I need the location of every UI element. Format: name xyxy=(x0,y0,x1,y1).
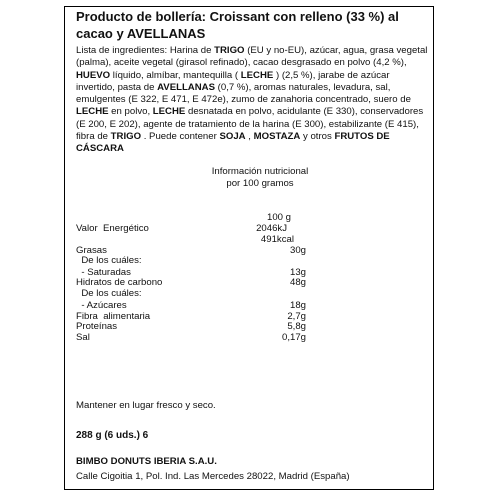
allergen-text: TRIGO xyxy=(110,131,142,143)
nutrition-value: 2,7g xyxy=(287,311,306,322)
nutrition-label: Fibra alimentaria xyxy=(76,311,151,322)
allergen-text: AVELLANAS xyxy=(157,81,215,93)
ingredient-text: . Puede contener xyxy=(141,131,220,143)
nutrition-label: - Saturadas xyxy=(76,267,131,278)
nutrition-value: 491kcal xyxy=(260,234,294,245)
allergen-text: LECHE xyxy=(152,106,186,118)
allergen-text: LECHE xyxy=(240,69,274,81)
ingredient-text: en polvo, xyxy=(108,106,153,118)
nutrition-label: Grasas xyxy=(76,245,107,256)
nutrition-label: Hidratos de carbono xyxy=(76,277,163,288)
ingredient-text: y otros xyxy=(300,131,335,143)
nutrition-label: De los cuáles: xyxy=(76,288,142,299)
allergen-text: HUEVO xyxy=(76,69,111,81)
nutrition-heading-basis: por 100 gramos xyxy=(226,178,294,189)
ingredient-text: desnatada en polvo, acidulante (E 330), conservadores (E 200, E 202), agente de tratamiento de la harina (E 300), estabilizante (E 415), fibra de xyxy=(76,106,424,143)
ingredient-text: líquido, almíbar, mantequilla ( xyxy=(110,69,241,81)
product-title: Producto de bollería: Croissant con relleno (33 %) al cacao y AVELLANAS xyxy=(76,9,399,41)
nutrition-value: 30g xyxy=(289,245,306,256)
allergen-text: TRIGO xyxy=(214,45,245,56)
ingredients-list xyxy=(76,45,428,156)
allergen-text: FRUTOS DE CÁSCARA xyxy=(76,131,390,155)
nutrition-label: Valor Energético xyxy=(76,223,149,234)
ingredient-text: (0,7 %), aromas naturales, levadura, sal, emulgentes (E 322, E 471, E 472e), zumo de zanahoria concentrado, suero de xyxy=(76,81,411,106)
ingredient-text: ) (2,5 %), jarabe de azúcar invertido, pasta de xyxy=(76,69,390,93)
ingredient-text: Lista de ingredientes: Harina de xyxy=(76,45,215,56)
nutrition-label: De los cuáles: xyxy=(76,255,142,266)
nutrition-row-carb-subheading xyxy=(76,288,306,300)
nutrition-row-salt xyxy=(76,332,306,344)
nutrition-value: 18g xyxy=(289,300,306,311)
ingredient-text: (EU y no-EU), azúcar, agua, grasa vegetal (palma), aceite vegetal (girasol refinado), cacao desgrasado en polvo (4,2 %), xyxy=(76,45,428,69)
company-name: BIMBO DONUTS IBERIA S.A.U. xyxy=(76,456,217,467)
storage-instructions: Mantener en lugar fresco y seco. xyxy=(76,400,216,411)
net-weight: 288 g (6 uds.) 6 xyxy=(76,430,149,441)
company-address: Calle Cigoitia 1, Pol. Ind. Las Mercedes 28022, Madrid (España) xyxy=(76,471,350,482)
nutrition-value: 13g xyxy=(289,267,306,278)
nutrition-value: 2046kJ xyxy=(256,223,287,234)
nutrition-row-fat-subheading xyxy=(76,255,306,267)
allergen-text: SOJA xyxy=(219,131,246,143)
allergen-text: MOSTAZA xyxy=(253,131,301,143)
nutrition-label: Sal xyxy=(76,332,90,343)
nutrition-value: 48g xyxy=(289,277,306,288)
nutrition-value: 5,8g xyxy=(287,321,306,332)
nutrition-label: Proteínas xyxy=(76,321,118,332)
ingredient-text: , xyxy=(245,131,254,143)
nutrition-heading-title: Información nutricional xyxy=(211,166,309,177)
nutrition-value: 0,17g xyxy=(281,332,306,343)
nutrition-label: - Azúcares xyxy=(76,300,127,311)
nutrition-value: 100 g xyxy=(266,212,291,223)
allergen-text: LECHE xyxy=(76,106,109,118)
nutrition-heading xyxy=(200,166,320,190)
